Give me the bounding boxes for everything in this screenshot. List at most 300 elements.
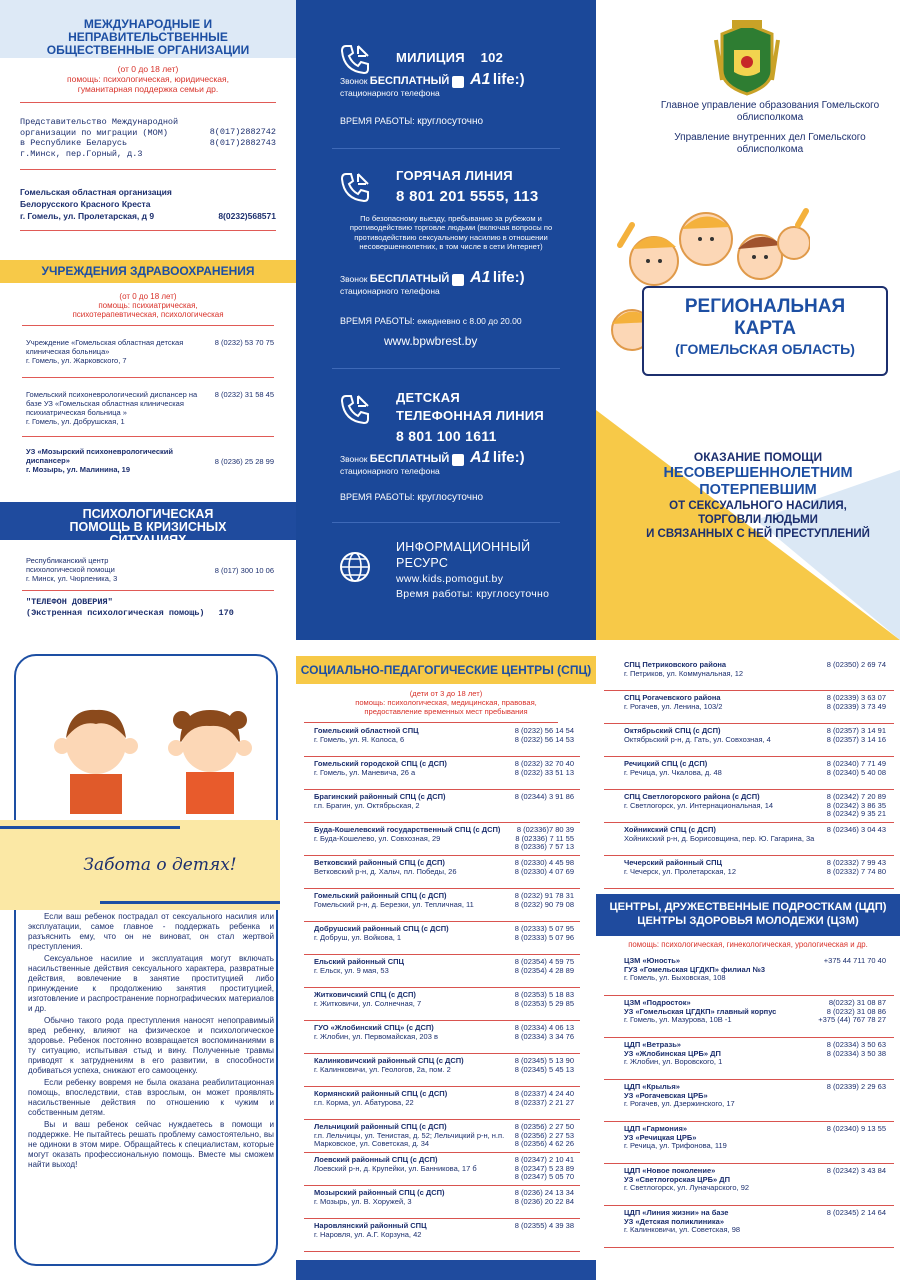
cdp-item xyxy=(604,1206,894,1248)
care-paragraph: Вы и ваш ребенок сейчас нуждаетесь в помощи и поддержке. Не пытайтесь решать проблему самостоятельно, вы не одиноки в этом мире. Обращайтесь к специалистам, которые могут оказать профессиональную помощь. Вместе мы сможем найти выход! xyxy=(28,1120,274,1169)
spc-item-info xyxy=(314,958,509,985)
purpose-line: ТОРГОВЛИ ЛЮДЬМИ xyxy=(698,514,818,526)
spc2-item-name: СПЦ Петриковского района xyxy=(624,660,727,669)
cdp-item-info xyxy=(624,957,818,993)
spc-item-phone: 8 (02347) 5 23 89 xyxy=(514,1163,574,1173)
hotline-site-link[interactable]: www.bpwbrest.by xyxy=(384,334,478,348)
health-item-name: Учреждение «Гомельская областная детская клиническая больница» xyxy=(26,338,184,356)
cdp-item-addr: г. Светлогорск, ул. Луначарского, 92 xyxy=(624,1183,750,1192)
title-board xyxy=(642,286,888,376)
cdp-item-name: ЦДП «Ветразь» xyxy=(624,1040,681,1049)
spc-item-addr: г. Мозырь, ул. В. Хоружей, 3 xyxy=(314,1196,412,1206)
spc2-item-phone: 8 (02342) 9 35 21 xyxy=(826,809,886,818)
spc-item-info xyxy=(314,1222,509,1249)
mts-icon xyxy=(452,274,464,286)
spc2-item-addr: Октябрьский р-н, д. Гать, ул. Совхозная, 4 xyxy=(624,734,771,744)
spc-item-name: Ветковский районный СПЦ (с ДСП) xyxy=(314,858,445,867)
life-logo: life:) xyxy=(492,269,525,286)
spc-item-phones xyxy=(515,1090,574,1117)
spc2-item xyxy=(604,856,894,889)
spc2-item-phone: 8 (02340) 5 40 08 xyxy=(826,767,886,777)
spc2-item-addr: г. Петриков, ул. Коммунальная, 12 xyxy=(624,668,744,678)
crisis-header xyxy=(0,502,296,547)
intl-title: МЕЖДУНАРОДНЫЕ И НЕПРАВИТЕЛЬСТВЕННЫЕ ОБЩЕСТВЕННЫЕ ОРГАНИЗАЦИИ xyxy=(46,17,250,57)
purpose-line: И СВЯЗАННЫХ С НЕЙ ПРЕСТУПЛЕНИЙ xyxy=(646,528,870,540)
cdp-item-info xyxy=(624,1167,821,1203)
cdp-item-phone: 8 (02334) 3 50 38 xyxy=(826,1048,886,1058)
spc2-item-name: Чечерский районный СПЦ xyxy=(624,858,722,867)
cdp-item-phone: 8(0232) 31 08 87 xyxy=(828,998,886,1007)
spc-item-phones xyxy=(515,1189,574,1216)
trust-line xyxy=(0,597,296,619)
cover-purpose xyxy=(616,450,900,541)
spc-item-phone: 8 (02354) 4 28 89 xyxy=(514,965,574,975)
crisis-item xyxy=(0,552,296,587)
spc-item-phones xyxy=(515,859,574,886)
spc-age: (дети от 3 до 18 лет) xyxy=(409,689,483,698)
spc2-item xyxy=(604,691,894,724)
spc-item-name: Добрушский районный СПЦ (с ДСП) xyxy=(314,924,449,933)
spc2-item-phones xyxy=(827,727,886,754)
childline-free: Звонок БЕСПЛАТНЫЙ A1 life:) стационарного телефона xyxy=(340,449,525,476)
spc-item-phone: 8 (02336)7 80 39 xyxy=(516,825,574,834)
org-mom-line: г.Минск, пер.Горный, д.3 xyxy=(20,148,143,159)
spc-item-phone: 8 (0236) 24 13 34 xyxy=(514,1188,574,1197)
spc2-item-phones xyxy=(827,826,886,853)
spc-item-phone: 8 (0232) 91 78 31 xyxy=(514,891,574,900)
health-item xyxy=(0,386,296,430)
spc-item-addr: г. Гомель, ул. Я. Колоса, 6 xyxy=(314,734,405,744)
spc-item-addr: Лоевский р-н, д. Крупейки, ул. Банникова, 17 б xyxy=(314,1163,477,1173)
cdp-item-info xyxy=(624,1125,821,1161)
spc-item-addr: г. Наровля, ул. А.Г. Корзуна, 42 xyxy=(314,1229,422,1239)
spc-help: помощь: психологическая, медицинская, правовая, предоставление временных мест пребывания xyxy=(355,697,537,716)
health-item xyxy=(0,334,296,369)
spc2-item xyxy=(604,757,894,790)
cdp-item-phones xyxy=(827,1167,886,1203)
spc-item-phone: 8 (02334) 4 06 13 xyxy=(514,1023,574,1032)
org-redcross-line: Гомельская областная организация xyxy=(20,187,172,197)
spc-item-name: Буда-Кошелевский государственный СПЦ (с ДСП) xyxy=(314,825,501,834)
cdp-item-info xyxy=(624,1041,821,1077)
spc-item-addr: г. Калинковичи, ул. Геологов, 2а, пом. 2 xyxy=(314,1064,451,1074)
a1-logo: A1 xyxy=(470,269,491,286)
spc-item xyxy=(304,955,580,988)
spc2-item-info xyxy=(624,826,821,853)
care-banner-text: Забота о детях! xyxy=(83,855,237,875)
care-paragraph: Сексуальное насилие и эксплуатация могут включать насильственные действия сексуального характера, развратные действия, вовлечение в занятие проституцией либо принуждение к продолжению занятия проституцией, изготовление и распространение порнографических материалов и др. xyxy=(28,954,274,1013)
hotline-desc: По безопасному выезду, пребыванию за рубежом и противодействию торговле людьми (включая вопросы по противодействию сексуальному насилию в отношении несовершеннолетних, в том числе в сети Интернет) xyxy=(349,214,553,252)
spc2-item-info xyxy=(624,694,821,721)
spc-item xyxy=(304,988,580,1021)
intl-block xyxy=(0,58,296,231)
spc2-item-info xyxy=(624,727,821,754)
cdp-item-name: УЗ «Светлогорская ЦРБ» ДП xyxy=(624,1174,731,1184)
spc2-item-addr: г. Рогачев, ул. Ленина, 103/2 xyxy=(624,701,723,711)
spc-item-info xyxy=(314,1057,509,1084)
health-item-name: Гомельский психоневрологический диспансер на базе УЗ «Гомельская областная клиническая психиатрическая больница » xyxy=(26,390,198,417)
cdp-item-name: ЦДП «Линия жизни» на базе xyxy=(624,1208,729,1217)
spc-item xyxy=(304,1021,580,1054)
spc-item-phones xyxy=(515,826,574,853)
health-item-addr: г. Гомель, ул. Жарковского, 7 xyxy=(26,356,127,365)
spc-item-addr: г. Жлобин, ул. Первомайская, 203 в xyxy=(314,1031,438,1041)
spc-item-phone: 8 (02347) 2 10 41 xyxy=(514,1155,574,1164)
spc2-item-name: Октябрьский СПЦ (с ДСП) xyxy=(624,726,721,735)
spc-item-phones xyxy=(515,925,574,952)
org-redcross-phone: 8(0232)568571 xyxy=(218,211,276,221)
spc-item-addr: г. Ельск, ул. 9 мая, 53 xyxy=(314,965,389,975)
spc-item-phones xyxy=(515,1057,574,1084)
a1-logo: A1 xyxy=(470,449,491,466)
health-block xyxy=(0,292,296,478)
spc2-item-phones xyxy=(827,661,886,688)
org-mom-line: организации по миграции (МОМ) xyxy=(20,127,168,138)
spc-item xyxy=(304,1186,580,1219)
spc2-item-addr: г. Чечерск, ул. Пролетарская, 12 xyxy=(624,866,736,876)
health-title: УЧРЕЖДЕНИЯ ЗДРАВООХРАНЕНИЯ xyxy=(41,264,255,278)
spc-item-phones xyxy=(515,991,574,1018)
cdp-item-phones xyxy=(824,957,886,993)
cover-org1: Главное управление образования Гомельского облисполкома xyxy=(660,100,880,123)
cdp-item-name: УЗ «Детская поликлиника» xyxy=(624,1216,725,1226)
spc-item-phone: 8 (02345) 5 45 13 xyxy=(514,1064,574,1074)
cdp-item-info xyxy=(624,1209,821,1245)
spc-item-info xyxy=(314,991,509,1018)
cover-title: РЕГИОНАЛЬНАЯ xyxy=(684,296,846,317)
spc-item-phone: 8 (02334) 3 34 76 xyxy=(514,1031,574,1041)
intl-header xyxy=(0,0,296,58)
spc-list xyxy=(304,724,580,1252)
spc-item-addr: г. Житковичи, ул. Солнечная, 7 xyxy=(314,998,422,1008)
spc-item-phone: 8 (02356) 2 27 53 xyxy=(514,1130,574,1140)
cdp-item-name: УЗ «Рогачевская ЦРБ» xyxy=(624,1090,708,1100)
panel-organizations xyxy=(0,0,296,640)
spc-item-addr: Ветковский р-н, д. Хальч, пл. Победы, 26 xyxy=(314,866,457,876)
health-age: (от 0 до 18 лет) xyxy=(119,292,177,301)
health-item-phone: 8 (0232) 31 58 45 xyxy=(214,390,274,399)
care-paragraph: Обычно такого рода преступления наносят непоправимый вред ребенку, влияют на физическое и психологическое здоровье. Ребенок постоянно возвращается воспоминаниями в ту ситуацию, испытывая стыд и вину. Полученные травмы приводят к затруднениям в его развитии, в способности добиваться успеха, снижают его самооценку. xyxy=(28,1016,274,1075)
crisis-block xyxy=(0,552,296,619)
spc2-item xyxy=(604,823,894,856)
mts-icon xyxy=(452,454,464,466)
spc-item-phones xyxy=(515,727,574,754)
spc-item-phones xyxy=(515,793,574,820)
spc-item-name: Мозырский районный СПЦ (с ДСП) xyxy=(314,1188,445,1197)
org-mom xyxy=(20,117,276,159)
spc-item xyxy=(304,1054,580,1087)
cdp-item-phones xyxy=(827,1041,886,1077)
spc-item-phones xyxy=(515,1123,574,1150)
spc-item xyxy=(304,724,580,757)
spc-item-phone: 8 (02330) 4 45 98 xyxy=(514,858,574,867)
cdp-item-addr: г. Жлобин, ул. Воровского, 1 xyxy=(624,1057,723,1066)
cdp-item xyxy=(604,996,894,1038)
info-hours: Время работы: круглосуточно xyxy=(396,588,550,600)
hotline-number: 8 801 201 5555, 113 xyxy=(396,188,539,205)
purpose-line: НЕСОВЕРШЕННОЛЕТНИМ xyxy=(663,465,853,481)
spc2-item-phone: 8 (02357) 3 14 91 xyxy=(826,726,886,735)
spc2-item-phone: 8 (02350) 2 69 74 xyxy=(826,660,886,669)
org-redcross xyxy=(20,186,276,222)
police-hours: ВРЕМЯ РАБОТЫ: круглосуточно xyxy=(340,116,484,127)
spc-item xyxy=(304,757,580,790)
hotline-hours: ВРЕМЯ РАБОТЫ: ежедневно с 8.00 до 20.00 xyxy=(340,316,522,326)
spc-item-info xyxy=(314,1189,509,1216)
cdp-item-info xyxy=(624,1083,821,1119)
spc-item-info xyxy=(314,727,509,754)
cdp-item-addr: г. Гомель, ул. Мазурова, 10В -1 xyxy=(624,1015,732,1024)
spc-item xyxy=(304,790,580,823)
spc-info xyxy=(296,690,596,716)
cover-subtitle: (ГОМЕЛЬСКАЯ ОБЛАСТЬ) xyxy=(675,341,855,357)
spc-item-addr: г.п. Корма, ул. Абатурова, 22 xyxy=(314,1097,414,1107)
spc2-item-info xyxy=(624,859,821,886)
cdp-item-phone: 8 (02342) 3 43 84 xyxy=(826,1166,886,1175)
police-free: Звонок БЕСПЛАТНЫЙ A1 life:) стационарного телефона xyxy=(340,71,525,98)
cdp-item-phones xyxy=(827,1209,886,1245)
spc-item xyxy=(304,1087,580,1120)
spc2-item-phones xyxy=(827,694,886,721)
health-item-phone: 8 (0236) 25 28 99 xyxy=(214,457,274,466)
coat-of-arms-icon xyxy=(714,20,780,96)
org-mom-line: Представительство Международной xyxy=(20,117,179,127)
cdp-item-phone: 8 (02340) 9 13 55 xyxy=(826,1124,886,1133)
intl-help: помощь: психологическая, юридическая, гуманитарная поддержка семьи др. xyxy=(67,74,229,94)
spc-item-phone: 8 (02356) 2 27 50 xyxy=(514,1122,574,1131)
org-mom-phone: 8(017)2882743 xyxy=(209,137,276,148)
cover-org2: Управление внутренних дел Гомельского облисполкома xyxy=(674,132,866,155)
spc-item-phone: 8 (0232) 32 70 40 xyxy=(514,759,574,768)
crisis-item-name: Республиканский центр психологической помощи xyxy=(26,556,115,574)
spc-title: СОЦИАЛЬНО-ПЕДАГОГИЧЕСКИЕ ЦЕНТРЫ (СПЦ) xyxy=(300,663,592,677)
childline-hours: ВРЕМЯ РАБОТЫ: круглосуточно xyxy=(340,492,484,503)
life-logo: life:) xyxy=(492,71,525,88)
cdp-item xyxy=(604,1080,894,1122)
cdp-item-name: ЦЗМ «Подросток» xyxy=(624,998,691,1007)
spc2-item-info xyxy=(624,760,821,787)
cdp-item-phones xyxy=(827,1125,886,1161)
spc-item-phone: 8 (02333) 5 07 96 xyxy=(514,932,574,942)
spc-item-addr: г. Буда-Кошелево, ул. Совхозная, 29 xyxy=(314,833,441,843)
intl-age: (от 0 до 18 лет) xyxy=(117,64,179,74)
spc2-item-info xyxy=(624,793,821,820)
spc-item-info xyxy=(314,1024,509,1051)
cdp-item-addr: г. Речица, ул. Трифонова, 119 xyxy=(624,1141,727,1150)
cdp-item-name: ГУЗ «Гомельская ЦГДКП» филиал №3 xyxy=(624,964,766,974)
spc-item-name: Ельский районный СПЦ xyxy=(314,957,404,966)
spc2-item-phone: 8 (02342) 7 20 89 xyxy=(826,792,886,801)
spc-item-phone: 8 (0232) 56 14 53 xyxy=(514,734,574,744)
spc2-item-phones xyxy=(827,793,886,820)
cdp-title: ЦЕНТРЫ, ДРУЖЕСТВЕННЫЕ ПОДРОСТКАМ (ЦДП) xyxy=(609,901,887,913)
spc-item-name: Калинковичский районный СПЦ (с ДСП) xyxy=(314,1056,464,1065)
divider xyxy=(332,148,560,149)
spc-item-phone: 8 (02337) 4 24 40 xyxy=(514,1089,574,1098)
org-mom-phone: 8(017)2882742 xyxy=(209,127,276,137)
spc2-item-phones xyxy=(827,859,886,886)
childline-number: 8 801 100 1611 xyxy=(396,428,497,444)
divider xyxy=(332,522,560,523)
cdp-item-name: УЗ «Речицкая ЦРБ» xyxy=(624,1132,697,1142)
phone-incoming-icon xyxy=(338,42,372,76)
spc-item-phone: 8 (02333) 5 07 95 xyxy=(514,924,574,933)
hotline-title: ГОРЯЧАЯ ЛИНИЯ xyxy=(396,168,513,183)
spc-item-info xyxy=(314,793,509,820)
spc-item-phone: 8 (02355) 4 39 38 xyxy=(514,1221,574,1230)
spc2-item-addr: г. Речица, ул. Чкалова, д. 48 xyxy=(624,767,722,777)
cdp-header xyxy=(596,894,900,936)
phone-incoming-icon xyxy=(338,392,372,426)
spc-item-phones xyxy=(515,760,574,787)
spc-item-name: Лоевский районный СПЦ (с ДСП) xyxy=(314,1155,438,1164)
spc2-item-name: Хойникский СПЦ (с ДСП) xyxy=(624,825,716,834)
police-title: МИЛИЦИЯ xyxy=(396,50,465,65)
spc2-item-name: Речицкий СПЦ (с ДСП) xyxy=(624,759,708,768)
crisis-title: ПСИХОЛОГИЧЕСКАЯ ПОМОЩЬ В КРИЗИСНЫХ СИТУАЦИЯХ xyxy=(69,507,227,547)
spc2-list xyxy=(604,658,894,889)
spc-item-phone: 8 (02353) 5 18 83 xyxy=(514,990,574,999)
cdp-item-phone: +375 (44) 767 78 27 xyxy=(818,1015,886,1024)
org-redcross-line: Белорусского Красного Креста xyxy=(20,199,151,209)
spc-item-phone: 8 (0232) 90 79 08 xyxy=(514,899,574,909)
trust-sub: (Экстренная психологическая помощь) xyxy=(26,608,205,618)
crisis-item-addr: г. Минск, ул. Чюрленика, 3 xyxy=(26,574,118,583)
care-paragraph: Если ребенку вовремя не была оказана реабилитационная помощь, впоследствии, став взрослым, он может проявлять насильственные действия по отношению к чужим и собственным детям. xyxy=(28,1078,274,1117)
spc-item xyxy=(304,856,580,889)
police-number: 102 xyxy=(480,50,504,65)
care-text xyxy=(28,912,274,1170)
cdp-item xyxy=(604,1122,894,1164)
cdp-title: ЦЕНТРЫ ЗДОРОВЬЯ МОЛОДЕЖИ (ЦЗМ) xyxy=(637,915,859,927)
cover-title: КАРТА xyxy=(734,318,796,339)
spc-item-phone: 8 (02336) 7 11 55 xyxy=(515,833,574,843)
cdp-item xyxy=(604,954,894,996)
spc2-item-phone: 8 (02340) 7 71 49 xyxy=(826,759,886,768)
spc-item xyxy=(304,823,580,856)
cdp-item-phones xyxy=(818,999,886,1035)
childline-title: ТЕЛЕФОННАЯ ЛИНИЯ xyxy=(396,408,545,423)
spc2-item-info xyxy=(624,661,821,688)
spc-item-info xyxy=(314,1090,509,1117)
spc-item-phone: 8 (02336) 7 57 13 xyxy=(514,842,574,851)
hotline-free: Звонок БЕСПЛАТНЫЙ A1 life:) стационарного телефона xyxy=(340,269,525,296)
cdp-item-addr: г. Калинковичи, ул. Советская, 98 xyxy=(624,1225,741,1234)
trust-title: "ТЕЛЕФОН ДОВЕРИЯ" xyxy=(26,597,113,607)
cdp-item-name: ЦДП «Гармония» xyxy=(624,1124,687,1133)
care-paragraph: Если ваш ребенок пострадал от сексуального насилия или эксплуатации, самое главное - поддержать ребенка и разъяснить ему, что он не виноват, он стал жертвой преступления. xyxy=(28,912,274,951)
spc-item-name: ГУО «Жлобинский СПЦ» (с ДСП) xyxy=(314,1023,434,1032)
cdp-item-name: ЦЗМ «Юность» xyxy=(624,956,681,965)
spc-item-phone: 8 (02330) 4 07 69 xyxy=(514,866,574,876)
spc-item xyxy=(304,1153,580,1186)
health-item-addr: г. Мозырь, ул. Малинина, 19 xyxy=(26,465,131,474)
health-item xyxy=(0,443,296,478)
purpose-line: ОТ СЕКСУАЛЬНОГО НАСИЛИЯ, xyxy=(669,500,847,512)
phone-incoming-icon xyxy=(338,170,372,204)
divider xyxy=(332,368,560,369)
spc2-item-name: СПЦ Светлогорского района (с ДСП) xyxy=(624,792,760,801)
spc2-item-addr: г. Светлогорск, ул. Интернациональная, 14 xyxy=(624,800,774,810)
spc-item-name: Житковичский СПЦ (с ДСП) xyxy=(314,990,416,999)
org-mom-line: в Республике Беларусь xyxy=(20,138,128,148)
spc-item-phone: 8 (02345) 5 13 90 xyxy=(514,1056,574,1065)
cdp-item-phone: 8 (02339) 2 29 63 xyxy=(826,1082,886,1091)
spc-item-phone: 8 (02354) 4 59 75 xyxy=(514,957,574,966)
spc2-item-addr: Хойникский р-н, д. Борисовщина, пер. Ю. Гагарина, 3а xyxy=(624,833,815,843)
spc2-item-name: СПЦ Рогачевского района xyxy=(624,693,721,702)
spc2-item-phones xyxy=(827,760,886,787)
spc-item-phone: 8 (0236) 20 22 84 xyxy=(514,1196,574,1206)
spc-item-info xyxy=(314,859,509,886)
purpose-line: ПОТЕРПЕВШИМ xyxy=(699,482,817,498)
cdp-item-phone: +375 44 711 70 40 xyxy=(823,956,886,965)
life-logo: life:) xyxy=(492,449,525,466)
cdp-item-name: ЦДП «Новое поколение» xyxy=(624,1166,716,1175)
cdp-item-addr: г. Рогачев, ул. Дзержинского, 17 xyxy=(624,1099,735,1108)
spc2-item xyxy=(604,790,894,823)
spc-item xyxy=(304,1219,580,1252)
spc2-item-phone: 8 (02332) 7 74 80 xyxy=(826,866,886,876)
cdp-item-name: УЗ «Жлобинская ЦРБ» ДП xyxy=(624,1048,721,1058)
spc-item-phones xyxy=(515,1222,574,1249)
globe-icon xyxy=(338,550,372,584)
spc-item-phones xyxy=(515,892,574,919)
spc-item-info xyxy=(314,1156,509,1183)
health-item-name: УЗ «Мозырский психоневрологический диспансер» xyxy=(26,447,174,465)
spc-item-addr: г. Гомель, ул. Маневича, 26 а xyxy=(314,767,416,777)
spc-item-info xyxy=(314,1123,509,1150)
spc-item-addr: г.п. Лельчицы, ул. Тенистая, д. 52; Лельчицкий р-н, н.п. Марковское, ул. Советская, д. 34 xyxy=(314,1130,505,1148)
spc-item-phones xyxy=(515,1156,574,1183)
panel-care xyxy=(0,640,296,1280)
spc2-item xyxy=(604,724,894,757)
cdp-item-phone: 8 (02334) 3 50 63 xyxy=(826,1040,886,1049)
spc-item-addr: Гомельский р-н, д. Березки, ул. Тепличная, 11 xyxy=(314,899,474,909)
panel-cover xyxy=(596,0,900,640)
spc2-item-phone: 8 (02339) 3 73 49 xyxy=(826,701,886,711)
spc-item-phone: 8 (02344) 3 91 86 xyxy=(514,792,574,801)
spc-item xyxy=(304,889,580,922)
cdp-item-info xyxy=(624,999,812,1035)
spc2-item-phone: 8 (02346) 3 04 43 xyxy=(826,825,886,834)
purpose-line: ОКАЗАНИЕ ПОМОЩИ xyxy=(693,450,823,464)
spc2-item xyxy=(604,658,894,691)
cdp-item xyxy=(604,1038,894,1080)
cdp-item-name: УЗ «Гомельская ЦГДКП» главный корпус xyxy=(624,1006,777,1016)
info-site-link[interactable]: www.kids.pomogut.by xyxy=(396,573,504,585)
spc-item-info xyxy=(314,925,509,952)
org-redcross-line: г. Гомель, ул. Пролетарская, д 9 xyxy=(20,211,155,221)
health-help: помощь: психиатрическая, психотерапевтическая, психологическая xyxy=(72,301,224,319)
health-header xyxy=(0,260,296,283)
cdp-item-addr: г. Гомель, ул. Быховская, 108 xyxy=(624,973,726,982)
cdp-item xyxy=(604,1164,894,1206)
spc-item-phone: 8 (0232) 33 51 13 xyxy=(514,767,574,777)
spc-item-phones xyxy=(515,1024,574,1051)
spc-item xyxy=(304,922,580,955)
cdp-help: помощь: психологическая, гинекологическая, урологическая и др. xyxy=(628,940,868,949)
spc-item-phone: 8 (0232) 56 14 54 xyxy=(514,726,574,735)
spc-item-phone: 8 (02353) 5 29 85 xyxy=(514,998,574,1008)
spc-item-name: Наровлянский районный СПЦ xyxy=(314,1221,427,1230)
cdp-item-phone: 8 (0232) 31 08 86 xyxy=(826,1006,886,1016)
spc-item-phone: 8 (02347) 5 05 70 xyxy=(514,1172,574,1181)
spc-item-name: Кормянский районный СПЦ (с ДСП) xyxy=(314,1089,448,1098)
panel-spc-continued xyxy=(596,640,900,1280)
info-title: РЕСУРС xyxy=(396,556,449,570)
bottom-bar xyxy=(296,1260,596,1280)
